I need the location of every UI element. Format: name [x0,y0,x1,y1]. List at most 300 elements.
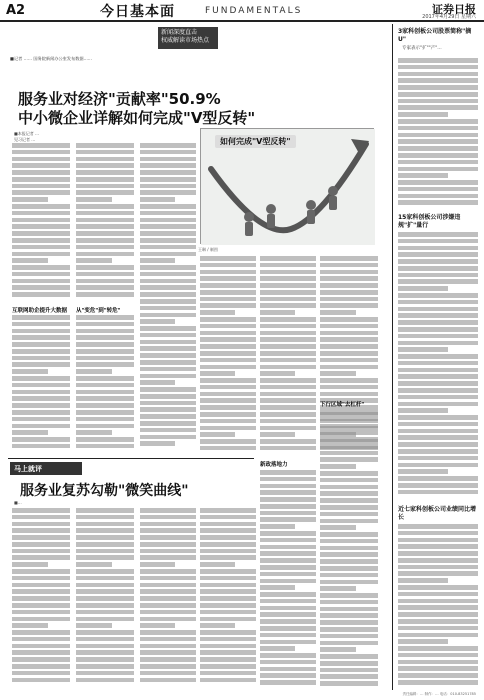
text-line [320,613,378,618]
text-line [140,401,196,406]
text-line [398,456,478,461]
text-line [398,544,478,549]
text-line [398,592,478,597]
text-line [12,596,70,601]
text-line [320,552,378,557]
text-line [320,283,378,288]
text-line [260,419,316,424]
text-line [12,258,48,263]
text-line [12,231,70,236]
text-line [260,365,316,370]
text-line [260,511,316,516]
text-line [76,315,134,320]
text-line [200,432,235,437]
text-line [200,522,256,527]
text-line [320,485,378,490]
text-line [398,565,478,570]
text-line [398,605,478,610]
text-line [398,239,478,244]
text-line [200,392,256,397]
text-line [140,163,196,168]
text-line [398,327,478,332]
text-line [320,566,378,571]
text-line [12,637,70,642]
text-line [260,538,316,543]
text-line [320,297,378,302]
text-line [200,596,256,601]
text-line [76,150,134,155]
text-line [140,596,196,601]
text-line [140,360,196,365]
text-line [76,143,134,148]
text-line [320,681,378,686]
text-line [140,630,196,635]
text-line [320,385,378,390]
text-line [320,358,378,363]
text-line [260,517,316,522]
text-line [320,331,378,336]
text-line [398,633,478,638]
text-line [398,402,478,407]
text-line [140,515,196,520]
text-line [200,630,256,635]
text-line [12,252,70,257]
text-line [140,211,196,216]
page-header [0,0,484,22]
text-line [76,603,134,608]
text-line [260,303,316,308]
text-line [140,421,196,426]
text-line [398,680,478,685]
text-line [200,562,235,567]
text-line [320,600,378,605]
text-line [260,371,295,376]
text-line [140,407,196,412]
text-line [320,539,378,544]
text-line [398,415,478,420]
text-line [76,623,112,628]
text-line [320,270,378,275]
subhead-internet: 互联网助企提升大数据 [12,308,68,314]
illustration-caption: 王琳 / 制图 [198,247,218,252]
text-line [320,410,378,415]
text-line [12,630,70,635]
text-line [12,349,70,354]
text-line [76,170,134,175]
text-line [140,190,196,195]
text-line [320,290,378,295]
text-line [76,356,134,361]
text-line [140,441,175,446]
text-line [76,342,134,347]
text-line [140,549,196,554]
text-line [320,586,356,591]
text-line [76,528,134,533]
text-line [140,218,196,223]
text-line [398,483,478,488]
text-line [12,315,70,320]
text-line [398,307,478,312]
text-line [260,653,316,658]
text-line [76,197,112,202]
bottom-column-3 [140,508,196,688]
text-line [260,660,316,665]
text-line [398,187,478,192]
text-line [76,403,134,408]
text-line [398,133,478,138]
text-line [12,211,70,216]
text-line [12,644,70,649]
text-line [200,508,256,513]
text-line [140,569,196,574]
text-line [260,579,316,584]
text-line [398,538,478,543]
text-line [398,558,478,563]
text-line [76,396,134,401]
bottom-story-divider [8,458,254,459]
text-line [140,535,196,540]
text-line [260,331,316,336]
text-line [76,671,134,676]
text-line [12,329,70,334]
text-line [320,276,378,281]
text-line [320,491,378,496]
text-line [398,105,478,110]
text-line [140,522,196,527]
text-line [76,617,134,622]
text-line [320,417,378,422]
text-line [200,555,256,560]
text-line [398,673,478,678]
text-line [320,378,378,383]
text-line [398,442,478,447]
text-line [12,177,70,182]
text-line [140,224,196,229]
text-line [398,476,478,481]
text-line [140,299,196,304]
text-line [320,505,378,510]
body-column-4 [200,256,256,456]
text-line [200,576,256,581]
text-line [260,612,316,617]
text-line [12,150,70,155]
text-line [398,347,448,352]
text-line [320,593,378,598]
text-line [398,571,478,576]
bottom-headline: 服务业复苏勾勒"微笑曲线" [20,483,189,499]
bottom-banner: 马上就评 [10,462,82,475]
text-line [398,194,478,199]
text-line [320,654,378,659]
text-line [76,163,134,168]
text-line [12,170,70,175]
text-line [12,285,70,290]
text-line [398,160,478,165]
text-line [76,637,134,642]
text-line [12,603,70,608]
text-line [260,412,316,417]
text-line [76,430,112,435]
text-line [260,324,316,329]
text-line [140,346,196,351]
text-line [76,211,134,216]
text-line [398,173,448,178]
text-line [140,508,196,513]
text-line [76,515,134,520]
text-line [398,639,448,644]
text-line [320,317,378,322]
text-line [140,285,196,290]
text-line [260,351,316,356]
right-column-2 [398,232,478,502]
text-line [398,341,478,346]
text-line [398,320,478,325]
text-line [200,549,256,554]
text-line [320,607,378,612]
text-line [12,430,48,435]
text-line [140,603,196,608]
text-line [140,644,196,649]
lede-paragraph: ■记者 …… 国务院新闻办公室发布数据…… [10,56,92,61]
text-line [140,576,196,581]
text-line [200,426,256,431]
page-footer: 责任编辑：… 制作：… 电话：010-83251785 [402,692,476,696]
subhead-newpolicy: 新政落地力 [260,462,288,468]
bottom-column-4 [200,508,256,688]
text-line [398,246,478,251]
text-line [200,337,256,342]
text-line [76,522,134,527]
text-line [320,620,378,625]
right-story1-subtitle: 专家表示"扩""产"… [402,46,442,51]
text-line [260,432,295,437]
text-line [398,286,448,291]
text-line [398,524,478,529]
main-headline-line2: 中小微企业详解如何完成"V型反转" [18,109,256,127]
text-line [76,424,134,429]
text-line [76,190,134,195]
text-line [12,224,70,229]
text-line [200,358,256,363]
body-column-2b [76,315,134,455]
text-line [140,238,196,243]
text-line [320,559,378,564]
text-line [398,531,478,536]
right-story3-title: 近七家科创板公司业绩同比增长 [398,506,477,521]
text-line [12,569,70,574]
text-line [398,313,478,318]
text-line [76,369,112,374]
text-line [398,463,478,468]
text-line [260,531,316,536]
text-line [320,674,378,679]
text-line [12,356,70,361]
text-line [140,319,175,324]
text-line [76,224,134,229]
text-line [200,515,256,520]
text-line [260,290,316,295]
text-line [398,551,478,556]
text-line [12,664,70,669]
text-line [76,272,134,277]
text-line [260,558,316,563]
text-line [76,535,134,540]
text-line [320,546,378,551]
text-line [200,270,256,275]
text-line [12,508,70,513]
text-line [76,292,134,297]
text-line [398,334,478,339]
text-line [320,256,378,261]
text-line [398,273,478,278]
body-column-2 [76,143,134,303]
text-line [200,657,256,662]
text-line [200,297,256,302]
text-line [12,390,70,395]
text-line [398,374,478,379]
text-line [200,331,256,336]
main-byline [14,131,39,143]
main-headline [18,90,368,128]
text-line [398,395,478,400]
text-line [140,252,196,257]
text-line [12,383,70,388]
text-line [398,388,478,393]
text-line [12,197,48,202]
text-line [260,640,316,645]
text-line [398,429,478,434]
text-line [12,535,70,540]
text-line [140,650,196,655]
text-line [12,444,70,449]
text-line [140,542,196,547]
text-line [140,555,196,560]
text-line [398,99,478,104]
bottom-column-2 [76,508,134,688]
text-line [140,184,196,189]
text-line [398,146,478,151]
text-line [140,562,175,567]
subhead-deleverage: 下行区域"去杠杆" [320,402,365,408]
text-line [320,532,378,537]
text-line [12,184,70,189]
text-line [260,490,316,495]
text-line [260,572,316,577]
text-line [320,371,356,376]
text-line [140,197,175,202]
main-headline-line1: 服务业对经济"贡献率"50.9% [18,90,221,108]
text-line [200,276,256,281]
text-line [260,551,316,556]
text-line [260,344,316,349]
text-line [398,599,478,604]
text-line [200,528,256,533]
text-line [140,353,196,358]
text-line [76,157,134,162]
text-line [200,290,256,295]
text-line [398,469,448,474]
text-line [398,626,478,631]
text-line [260,599,316,604]
text-line [12,515,70,520]
text-line [260,504,316,509]
text-line [140,528,196,533]
text-line [200,623,235,628]
text-line [12,403,70,408]
text-line [140,333,196,338]
text-line [260,619,316,624]
text-line [200,398,256,403]
text-line [260,426,316,431]
text-line [398,78,478,83]
text-line [140,394,196,399]
text-line [12,617,70,622]
text-line [140,272,196,277]
text-line [76,218,134,223]
text-line [320,451,378,456]
text-line [140,583,196,588]
text-line [398,58,478,63]
text-line [320,471,378,476]
text-line [320,337,378,342]
text-line [200,664,256,669]
column-tag-line2: 权威解读市场热点 [161,37,210,44]
text-line [320,525,356,530]
text-line [200,344,256,349]
illustration-box [200,128,374,244]
text-line [12,671,70,676]
page-number: A2 [6,3,26,18]
text-line [76,265,134,270]
text-line [12,549,70,554]
text-line [398,153,478,158]
text-line [398,85,478,90]
text-line [12,583,70,588]
section-title-en: FUNDAMENTALS [205,6,303,16]
body-column-1b [12,315,70,455]
text-line [398,112,448,117]
text-line [200,283,256,288]
text-line [140,623,175,628]
text-line [76,349,134,354]
text-line [140,265,196,270]
text-line [140,671,196,676]
text-line [140,157,196,162]
text-line [12,238,70,243]
text-line [76,177,134,182]
text-line [76,238,134,243]
text-line [140,258,175,263]
text-line [76,569,134,574]
text-line [260,276,316,281]
text-line [320,634,378,639]
text-line [76,657,134,662]
column-tag-line1: 新闻深度直击 [161,29,198,36]
body-column-6b [320,410,378,690]
text-line [12,437,70,442]
text-line [76,630,134,635]
text-line [200,542,256,547]
text-line [398,449,478,454]
text-line [260,673,316,678]
text-line [320,365,378,370]
body-column-1 [12,143,70,303]
text-line [140,678,196,683]
text-line [76,410,134,415]
text-line [260,626,316,631]
text-line [76,644,134,649]
text-line [398,361,478,366]
